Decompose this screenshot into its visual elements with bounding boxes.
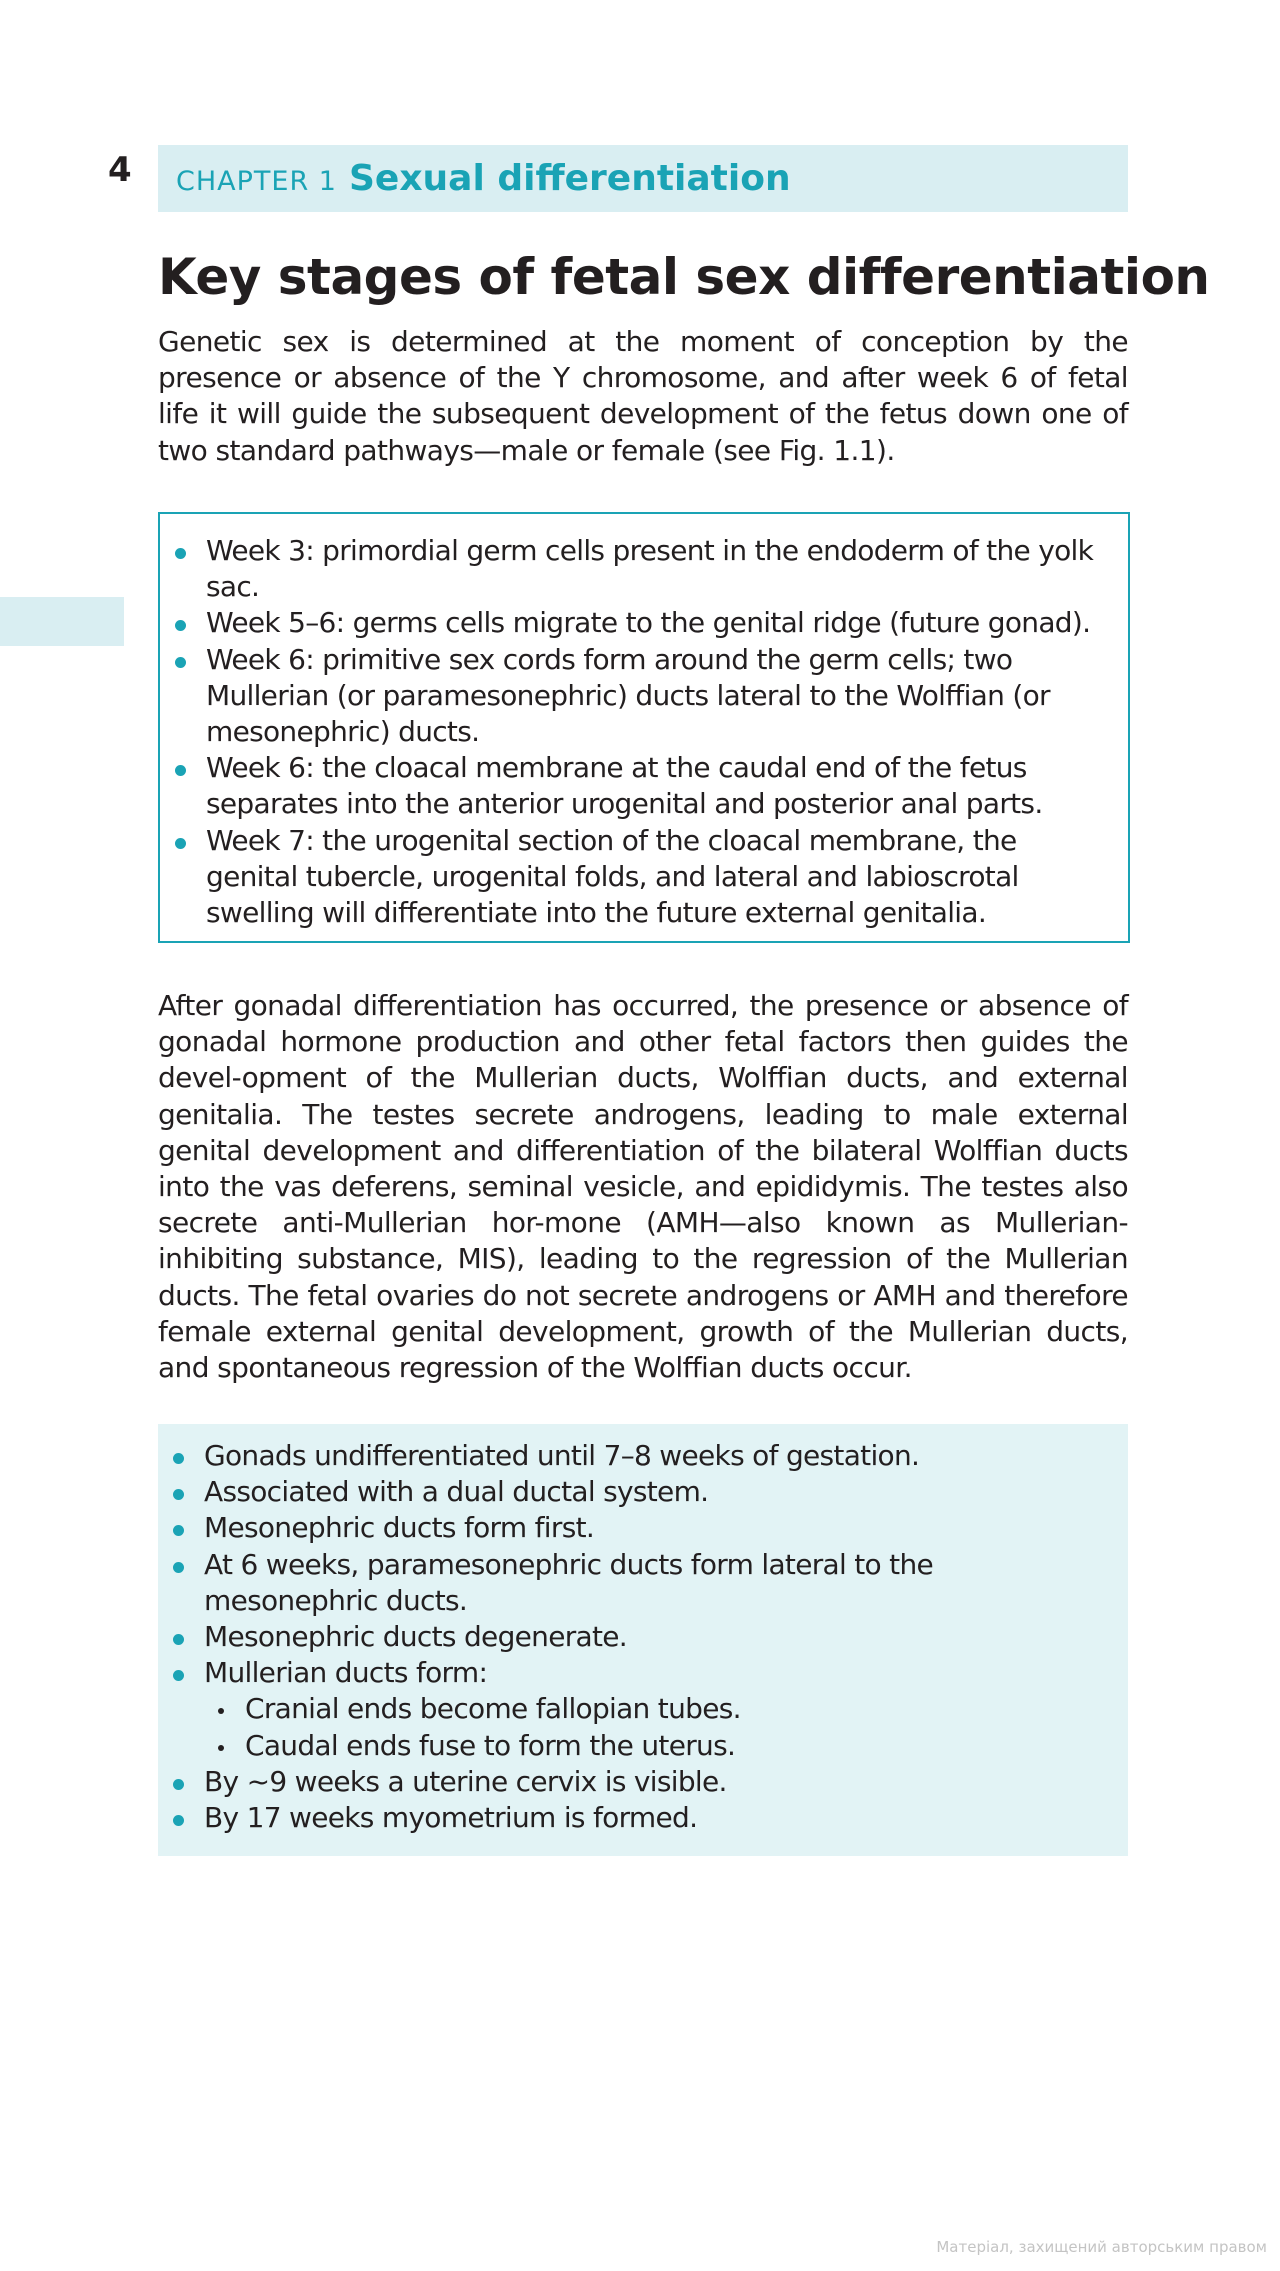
list-item-text: Mesonephric ducts degenerate. [204,1620,628,1654]
list-item-text: Week 6: the cloacal membrane at the caudal end of the fetus separates into the anterior urogenital and posterior anal parts. [206,751,1043,821]
summary-list [171,1438,1108,1836]
sub-bullet-icon [218,1745,224,1751]
bullet-icon [173,1670,184,1681]
sub-bullet-icon [218,1708,224,1714]
list-item-text: Week 6: primitive sex cords form around the germ cells; two Mullerian (or paramesonephric) ducts lateral to the Wolffian (or mesonephric) ducts. [206,642,1050,749]
sub-list-item-text: Caudal ends fuse to form the uterus. [245,1728,736,1762]
list-item [173,823,1108,932]
bullet-icon [173,1815,184,1826]
list-item-text: By ~9 weeks a uterine cervix is visible. [204,1764,727,1798]
sub-list-item [204,1691,1108,1727]
list-item [171,1800,1108,1836]
after-paragraph: After gonadal differentiation has occurred, the presence or absence of gonadal hormone production and other fetal factors then guides the devel-opment of the Mullerian ducts, Wolffian ducts, and external genitalia. The testes secrete androgens, leading to male external genital development and differentiation of the bilateral Wolffian ducts into the vas deferens, seminal vesicle, and epididymis. The testes also secrete anti-Mullerian hor-mone (AMH—also known as Mullerian-inhibiting substance, MIS), leading to the regression of the Mullerian ducts. The fetal ovaries do not secrete androgens or AMH and therefore female external genital development, growth of the Mullerian ducts, and spontaneous regression of the Wolffian ducts occur. [158,989,1128,1385]
intro-paragraph: Genetic sex is determined at the moment of conception by the presence or absence of the Y chromosome, and after week 6 of fetal life it will guide the subsequent development of the fetus down one of two standard pathways—male or female (see Fig. 1.1). [158,325,1128,467]
list-item [173,750,1108,822]
list-item-text: Week 3: primordial germ cells present in the endoderm of the yolk sac. [206,534,1094,604]
list-item-text: Week 5–6: germs cells migrate to the genital ridge (future gonad). [206,606,1091,640]
list-item [171,1764,1108,1800]
bullet-icon [175,765,186,776]
list-item-text: Mesonephric ducts form first. [204,1511,595,1545]
bullet-icon [173,1525,184,1536]
bullet-icon [173,1779,184,1790]
bullet-icon [173,1562,184,1573]
key-stages-box [158,512,1130,943]
page-number: 4 [108,150,132,190]
list-item [173,605,1108,641]
list-item [171,1474,1108,1510]
list-item-text: Week 7: the urogenital section of the cloacal membrane, the genital tubercle, urogenital folds, and lateral and labioscrotal swelling will differentiate into the future external genitalia. [206,823,1019,930]
list-item [173,642,1108,751]
bullet-icon [175,620,186,631]
list-item [173,533,1108,605]
bullet-icon [175,548,186,559]
list-item [171,1655,1108,1764]
list-item [171,1547,1108,1619]
bullet-icon [175,657,186,668]
chapter-header [158,145,1128,212]
copyright-watermark: Матеріал, захищений авторським правом [936,2238,1267,2256]
chapter-label: CHAPTER 1 [176,166,337,197]
list-item-text: Associated with a dual ductal system. [204,1475,709,1509]
bullet-icon [173,1453,184,1464]
section-heading: Key stages of fetal sex differentiation [158,248,1210,306]
list-item-text: Gonads undifferentiated until 7–8 weeks of gestation. [204,1439,920,1472]
list-item [171,1619,1108,1655]
sub-list [204,1691,1108,1763]
summary-box [158,1424,1128,1856]
list-item [171,1438,1108,1474]
bullet-icon [173,1634,184,1645]
chapter-title: Sexual differentiation [348,158,791,199]
bullet-icon [175,838,186,849]
list-item-text: By 17 weeks myometrium is formed. [204,1801,698,1835]
sub-list-item [204,1728,1108,1764]
list-item [171,1510,1108,1546]
side-thumb-tab [0,597,124,646]
key-stages-list [173,533,1108,931]
sub-list-item-text: Cranial ends become fallopian tubes. [245,1692,741,1726]
bullet-icon [173,1489,184,1500]
list-item-text: Mullerian ducts form: [204,1656,488,1690]
list-item-text: At 6 weeks, paramesonephric ducts form lateral to the mesonephric ducts. [204,1547,934,1617]
